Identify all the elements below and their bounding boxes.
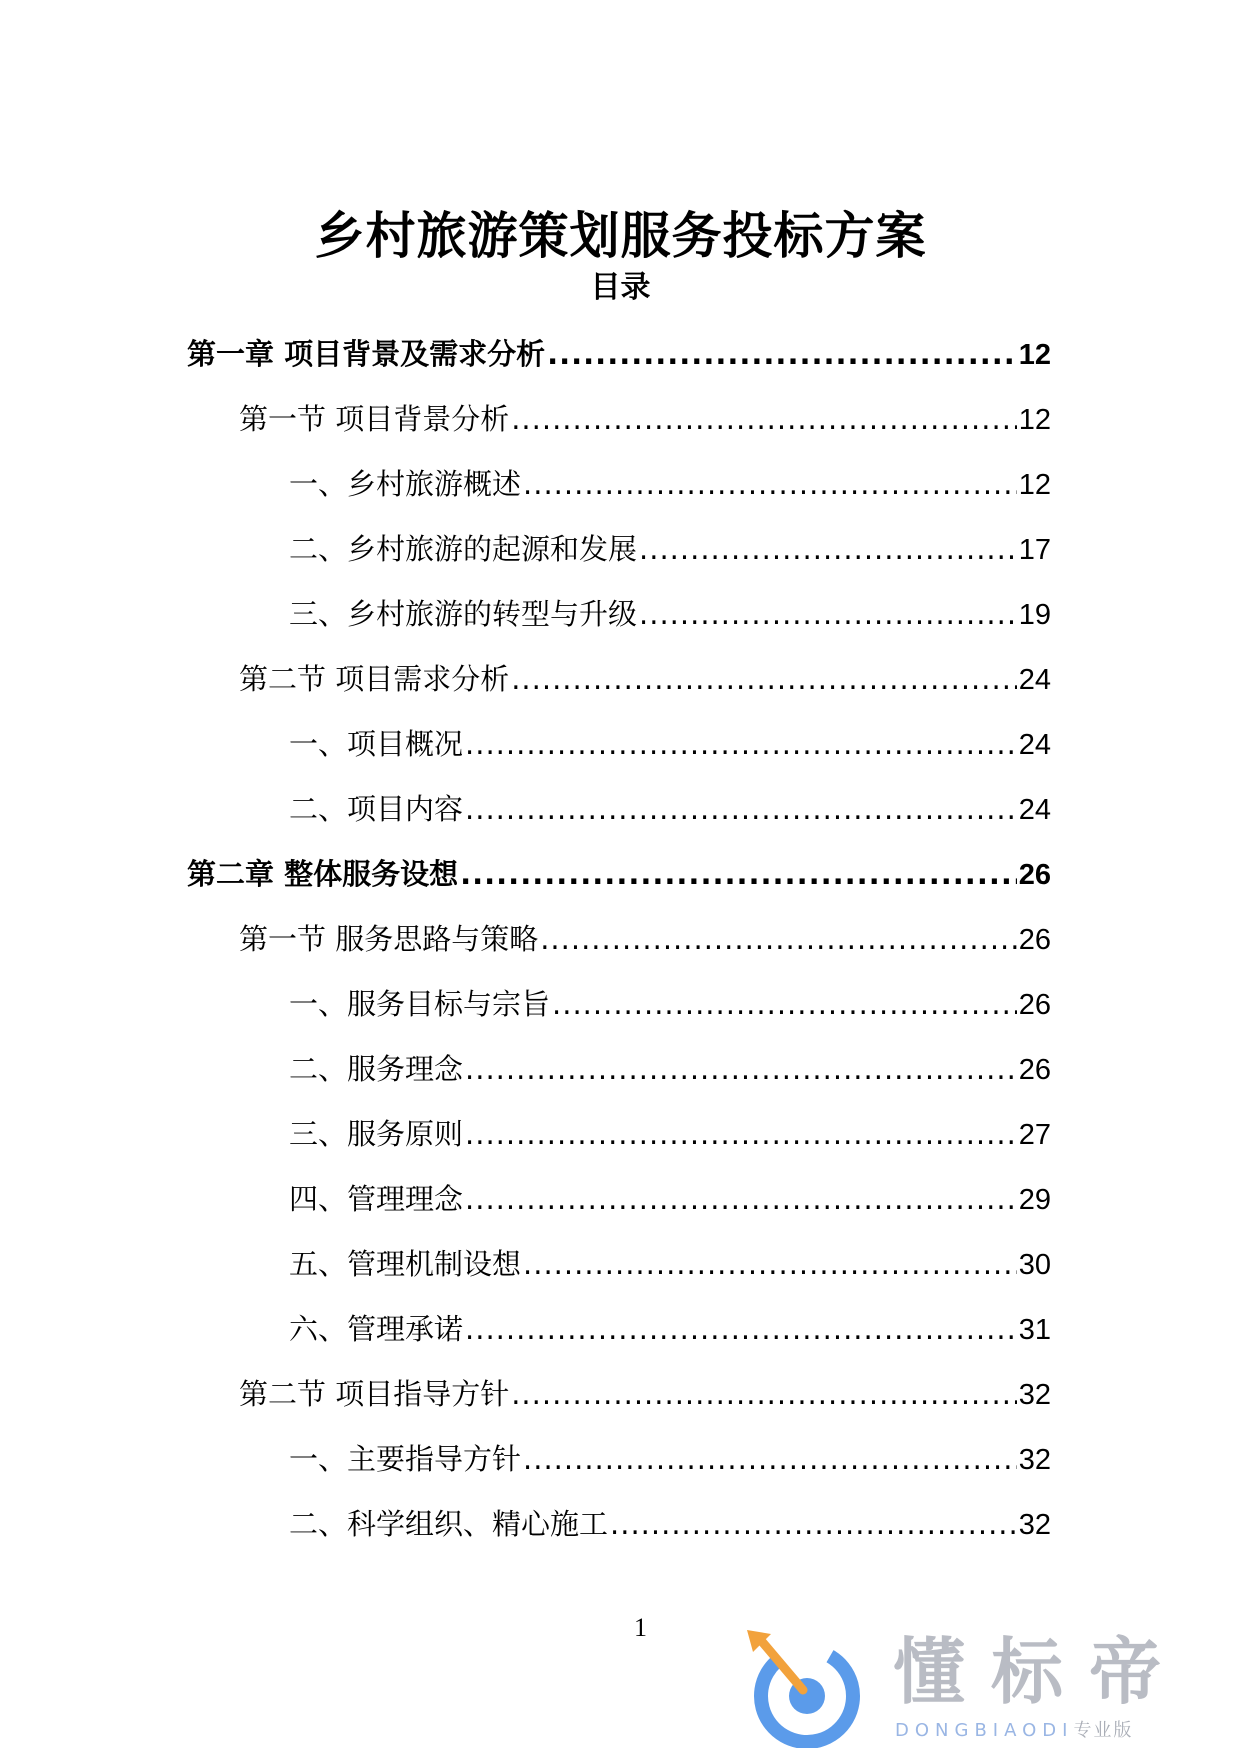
table-of-contents bbox=[187, 330, 1051, 1565]
toc-dot-leader bbox=[460, 850, 1017, 898]
toc-dot-leader bbox=[639, 590, 1017, 638]
toc-entry-text: 第二章 整体服务设想 bbox=[187, 857, 459, 891]
toc-entry[interactable] bbox=[187, 1240, 1051, 1305]
target-arrow-icon bbox=[745, 1628, 865, 1748]
toc-page-number: 12 bbox=[1018, 404, 1051, 436]
toc-entry-text: 一、主要指导方针 bbox=[289, 1442, 522, 1476]
toc-entry[interactable] bbox=[187, 655, 1051, 720]
toc-dot-leader bbox=[465, 1175, 1017, 1223]
toc-page-number: 32 bbox=[1018, 1509, 1051, 1541]
page-number: 1 bbox=[634, 1613, 647, 1642]
toc-page-number: 29 bbox=[1018, 1184, 1051, 1216]
toc-dot-leader bbox=[465, 1305, 1017, 1353]
toc-dot-leader bbox=[523, 1240, 1017, 1288]
toc-entry-text: 四、管理理念 bbox=[289, 1182, 464, 1216]
toc-entry[interactable] bbox=[187, 1305, 1051, 1370]
toc-entry[interactable] bbox=[187, 525, 1051, 590]
toc-dot-leader bbox=[465, 1045, 1017, 1093]
toc-page-number: 32 bbox=[1018, 1379, 1051, 1411]
watermark-subtitle-text: DONGBIAODI bbox=[895, 1720, 1074, 1741]
toc-page-number: 30 bbox=[1018, 1249, 1051, 1281]
toc-entry[interactable] bbox=[187, 1175, 1051, 1240]
toc-entry[interactable] bbox=[187, 395, 1051, 460]
toc-dot-leader bbox=[639, 525, 1017, 573]
toc-entry-text: 第二节 项目指导方针 bbox=[239, 1377, 510, 1411]
toc-dot-leader bbox=[511, 1370, 1017, 1418]
toc-entry[interactable] bbox=[187, 980, 1051, 1045]
toc-page-number: 26 bbox=[1018, 989, 1051, 1021]
toc-page-number: 26 bbox=[1018, 924, 1051, 956]
toc-dot-leader bbox=[523, 1435, 1017, 1483]
toc-entry-text: 五、管理机制设想 bbox=[289, 1247, 522, 1281]
toc-dot-leader bbox=[610, 1500, 1017, 1548]
toc-page-number: 32 bbox=[1018, 1444, 1051, 1476]
toc-entry[interactable] bbox=[187, 590, 1051, 655]
toc-entry[interactable] bbox=[187, 1370, 1051, 1435]
toc-entry[interactable] bbox=[187, 720, 1051, 785]
toc-page-number: 12 bbox=[1018, 469, 1051, 501]
toc-entry[interactable] bbox=[187, 1045, 1051, 1110]
toc-entry-text: 二、科学组织、精心施工 bbox=[289, 1507, 609, 1541]
toc-page-number: 31 bbox=[1018, 1314, 1051, 1346]
watermark-tag: 专业版 bbox=[1073, 1720, 1134, 1741]
toc-dot-leader bbox=[465, 720, 1017, 768]
toc-entry-text: 三、乡村旅游的转型与升级 bbox=[289, 597, 638, 631]
toc-entry[interactable] bbox=[187, 460, 1051, 525]
toc-dot-leader bbox=[465, 1110, 1017, 1158]
toc-page-number: 17 bbox=[1018, 534, 1051, 566]
toc-page-number: 24 bbox=[1018, 729, 1051, 761]
toc-dot-leader bbox=[540, 915, 1017, 963]
toc-entry[interactable] bbox=[187, 330, 1051, 395]
toc-entry-text: 第一节 项目背景分析 bbox=[239, 402, 510, 436]
toc-entry[interactable] bbox=[187, 1110, 1051, 1175]
watermark bbox=[745, 1628, 1225, 1748]
toc-dot-leader bbox=[465, 785, 1017, 833]
toc-dot-leader bbox=[511, 395, 1017, 443]
toc-page-number: 12 bbox=[1018, 339, 1051, 371]
toc-page-number: 26 bbox=[1018, 859, 1051, 891]
toc-dot-leader bbox=[552, 980, 1017, 1028]
toc-entry-text: 三、服务原则 bbox=[289, 1117, 464, 1151]
toc-entry[interactable] bbox=[187, 850, 1051, 915]
toc-entry[interactable] bbox=[187, 915, 1051, 980]
toc-entry[interactable] bbox=[187, 785, 1051, 850]
toc-entry-text: 一、服务目标与宗旨 bbox=[289, 987, 551, 1021]
toc-entry-text: 第一章 项目背景及需求分析 bbox=[187, 337, 546, 371]
toc-dot-leader bbox=[547, 330, 1017, 378]
toc-entry[interactable] bbox=[187, 1500, 1051, 1565]
toc-entry-text: 二、服务理念 bbox=[289, 1052, 464, 1086]
toc-entry-text: 二、项目内容 bbox=[289, 792, 464, 826]
toc-entry-text: 一、乡村旅游概述 bbox=[289, 467, 522, 501]
watermark-subtitle bbox=[895, 1720, 1133, 1742]
toc-dot-leader bbox=[511, 655, 1017, 703]
toc-page-number: 27 bbox=[1018, 1119, 1051, 1151]
toc-entry-text: 一、项目概况 bbox=[289, 727, 464, 761]
document-title: 乡村旅游策划服务投标方案 bbox=[314, 206, 927, 265]
toc-entry-text: 第二节 项目需求分析 bbox=[239, 662, 510, 696]
toc-heading: 目录 bbox=[590, 270, 651, 305]
toc-entry-text: 六、管理承诺 bbox=[289, 1312, 464, 1346]
watermark-brand: 懂标帝 bbox=[893, 1630, 1188, 1714]
toc-page-number: 24 bbox=[1018, 794, 1051, 826]
toc-dot-leader bbox=[523, 460, 1017, 508]
toc-page-number: 19 bbox=[1018, 599, 1051, 631]
toc-page-number: 26 bbox=[1018, 1054, 1051, 1086]
toc-entry[interactable] bbox=[187, 1435, 1051, 1500]
toc-entry-text: 二、乡村旅游的起源和发展 bbox=[289, 532, 638, 566]
toc-page-number: 24 bbox=[1018, 664, 1051, 696]
toc-entry-text: 第一节 服务思路与策略 bbox=[239, 922, 539, 956]
